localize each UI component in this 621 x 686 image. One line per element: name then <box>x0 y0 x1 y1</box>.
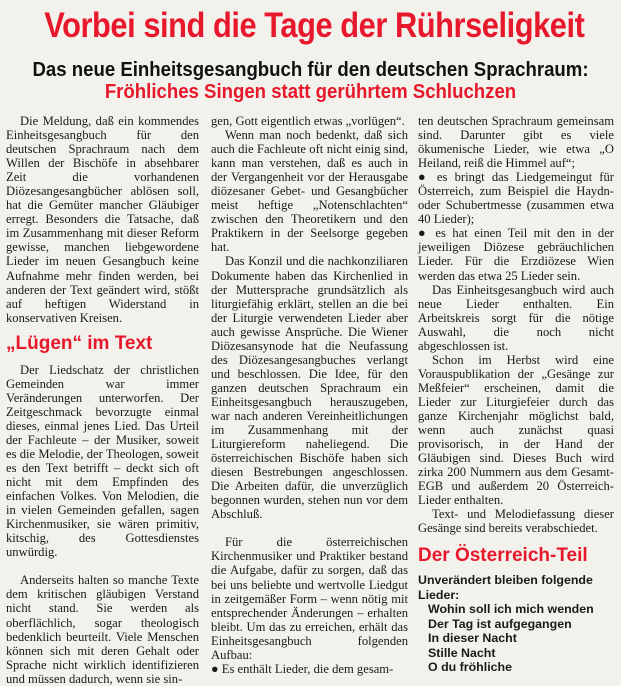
column-2 <box>211 114 408 676</box>
section-heading-luegen: „Lügen“ im Text <box>6 332 153 354</box>
bullet-paragraph: ● Es enthält Lieder, die dem gesam- <box>211 661 394 676</box>
song-item: Stille Nacht <box>428 645 496 660</box>
paragraph: Text- und Melodiefassung dieser Gesänge sind bereits verabschiedet. <box>418 507 614 536</box>
paragraph: Die Meldung, daß ein kommendes Einheitsgesangbuch für den deutschen Sprachraum nach dem Willen der Bischöfe in absehbarer Zeit die vorhandenen Diözesangesangbücher ablösen soll, hat die Gemüter mancher Gläubiger erregt. Besonders die Tatsache, daß im Zusammenhang mit dieser Reform gewisse, manchen liebgewordene Lieder im neuen Gesangbuch keine Aufnahme mehr finden werden, bei anderen der Text geändert wird, stößt auf heftigen Widerstand in konservativen Kreisen. <box>6 114 199 325</box>
bullet-paragraph: ● es bringt das Liedgemeingut für Österreich, zum Beispiel die Haydn- oder Schubertmesse (zusammen etwa 40 Lieder); <box>418 170 614 227</box>
song-item: Wohin soll ich mich wenden <box>428 602 594 617</box>
column-1 <box>6 114 199 686</box>
tagline: Fröhliches Singen statt gerührtem Schluchzen <box>104 81 517 103</box>
paragraph: Für die österreichischen Kirchenmusiker und Praktiker bestand die Aufgabe, dafür zu sorgen, daß das bei uns beliebte und wertvolle Liedgut in zeitgemäßer Form – wenn nötig mit entsprechender Änderungen – erhalten bleibt. Um das zu erreichen, erhält das Einheitsgesangbuch folgenden Aufbau: <box>211 535 408 662</box>
subheadline: Das neue Einheitsgesangbuch für den deutschen Sprachraum: <box>32 59 589 81</box>
paragraph: gen, Gott eigentlich etwas „vorlügen“. <box>211 114 405 128</box>
paragraph: ten deutschen Sprachraum gemeinsam sind. Darunter gibt es viele ökumenische Lieder, wie etwa „O Heiland, reiß die Himmel auf“; <box>418 114 614 171</box>
paragraph: Das Einheitsgesangbuch wird auch neue Lieder enthalten. Ein Arbeitskreis sorgt für die nötige Auswahl, die noch nicht abgeschlossen ist. <box>418 282 614 353</box>
paragraph: Wenn man noch bedenkt, daß sich auch die Fachleute oft nicht einig sind, kann man verstehen, daß es auch in der Vergangenheit vor der Herausgabe diözesaner Gebet- und Gesangbücher meist heftige „Notenschlachten“ zwischen den Theoretikern und den Praktikern in der Seelsorge gegeben hat. <box>211 128 408 255</box>
section-heading-oesterreich: Der Österreich-Teil <box>418 545 588 567</box>
song-item: In dieser Nacht <box>428 631 517 646</box>
bullet-paragraph: ● es hat einen Teil mit den in der jeweiligen Diözese gebräuchlichen Lieder. Für die Erzdiözese Wien werden das etwa 25 Lieder sein. <box>418 226 614 283</box>
paragraph: Anderseits halten so manche Texte dem kritischen gläubigen Verstand nicht stand. Sie werden als oberflächlich, sogar theologisch bedenklich beurteilt. Viele Menschen können sich mit deren Gehalt oder Sprache nicht wirklich identifizieren und müssen dadurch, wenn sie sin- <box>6 573 199 686</box>
song-item: Der Tag ist aufgegangen <box>428 616 572 631</box>
headline: Vorbei sind die Tage der Rührseligkeit <box>44 6 585 45</box>
songs-intro: Unverändert bleiben folgende Lieder: <box>418 573 593 602</box>
paragraph: Das Konzil und die nachkonziliaren Dokumente haben das Kirchenlied in der Muttersprache grundsätzlich als liturgiefähig erklärt, stellen an die bei der Liturgie verwendeten Lieder aber auch gewisse Ansprüche. Die Wiener Diözesansynode hat die Neufassung des Diözesangesangbuches verlangt und beschlossen. Die Idee, für den ganzen deutschen Sprachraum ein Einheitsgesangbuch herauszugeben, war nach anderen Vereinheitlichungen im Zusammenhang mit der Liturgiereform naheliegend. Die österreichischen Bischöfe haben sich diesen Bestrebungen angeschlossen. Die Arbeiten dafür, die unverzüglich begonnen wurden, stehen nun vor dem Abschluß. <box>211 254 408 522</box>
paragraph: Schon im Herbst wird eine Vorauspublikation der „Gesänge zur Meßfeier“ erscheinen, damit die Lieder zur Liturgiefeier durch das ganze Kirchenjahr möglichst bald, wenn auch zunächst quasi provisorisch, in der Hand der Gläubigen sind. Dieses Buch wird zirka 200 Nummern aus dem Gesamt-EGB und außerdem 20 Österreich-Lieder enthalten. <box>418 352 614 508</box>
column-3 <box>418 114 614 675</box>
paragraph: Der Liedschatz der christlichen Gemeinden war immer Veränderungen unterworfen. Der Zeitgeschmack bevorzugte einmal dieses, einmal jenes Lied. Das Urteil der Fachleute – der Musiker, soweit es die Melodie, der Theologen, soweit es den Text betrifft – deckt sich oft nicht mit dem Empfinden des einfachen Volkes. Von Melodien, die in vielen Gemeinden gefallen, sagen Kirchenmusiker, sie wären primitiv, kitschig, des Gottesdienstes unwürdig. <box>6 362 199 560</box>
song-item: O du fröhliche <box>428 660 512 675</box>
